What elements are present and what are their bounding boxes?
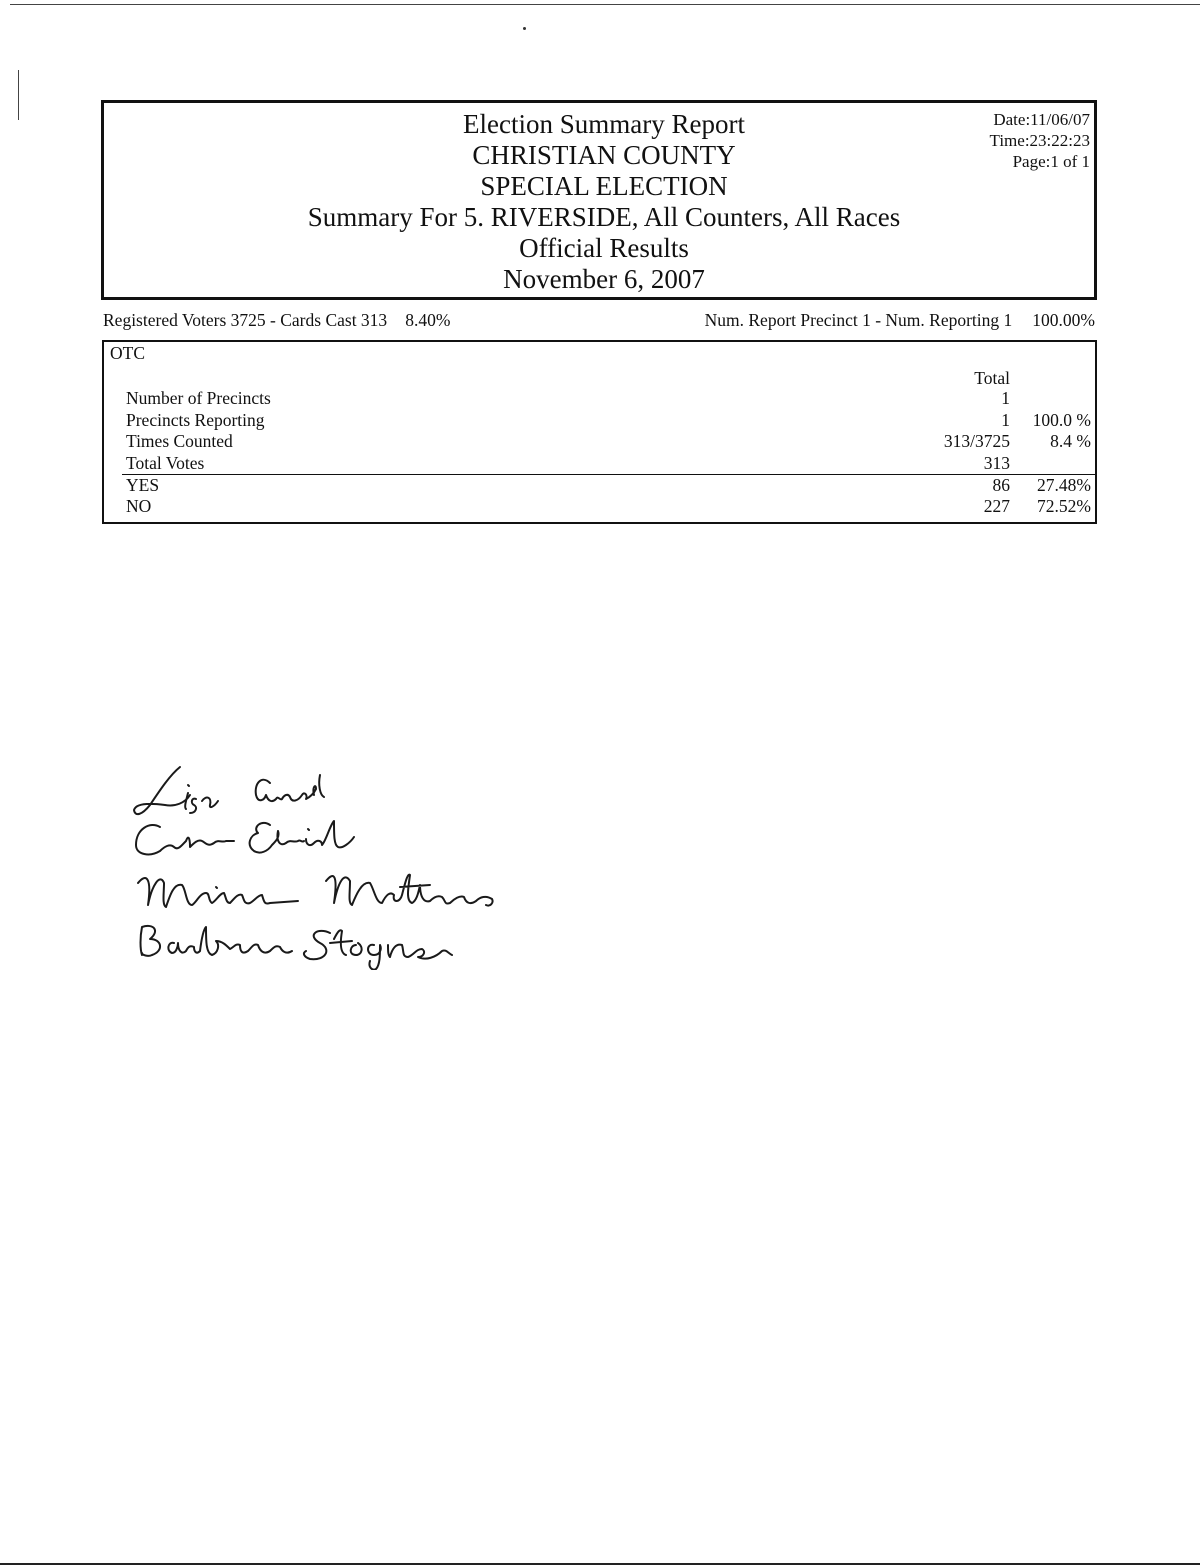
- county-name: CHRISTIAN COUNTY: [472, 140, 736, 170]
- report-title: Election Summary Report: [463, 109, 745, 139]
- report-meta: [990, 109, 1090, 172]
- results-status: Official Results: [519, 233, 689, 263]
- table-row: [104, 431, 1095, 453]
- report-date: Date:11/06/07: [993, 110, 1090, 129]
- choice-percent: 27.48%: [1037, 475, 1091, 495]
- choice-votes: 86: [992, 475, 1010, 495]
- signature-block: [130, 755, 530, 970]
- row-value: 1: [1001, 388, 1010, 408]
- signature-4: [141, 926, 453, 970]
- row-label: Precincts Reporting: [126, 410, 265, 430]
- race-results-table: [102, 340, 1097, 524]
- row-label: Number of Precincts: [126, 388, 271, 408]
- report-title-block: [104, 109, 1104, 295]
- summary-scope: Summary For 5. RIVERSIDE, All Counters, All Races: [307, 202, 901, 232]
- choice-votes: 227: [983, 496, 1010, 516]
- table-row: [104, 388, 1095, 410]
- total-column-header: Total: [974, 368, 1010, 388]
- precinct-reporting-text: Num. Report Precinct 1 - Num. Reporting 1: [704, 310, 1013, 330]
- turnout-percent: 8.40%: [405, 310, 451, 330]
- registered-voters-summary: [103, 310, 450, 331]
- row-label: Times Counted: [126, 431, 233, 451]
- precinct-reporting-percent: 100.00%: [1032, 310, 1095, 330]
- row-value: 1: [1001, 410, 1010, 430]
- signature-1: [134, 767, 324, 814]
- choice-label: NO: [126, 496, 152, 516]
- table-row: [104, 410, 1095, 432]
- choice-row-no: [104, 496, 1095, 518]
- choice-label: YES: [126, 475, 160, 495]
- choice-row-yes: [104, 475, 1095, 497]
- report-page: Page:1 of 1: [1012, 152, 1090, 171]
- precinct-reporting-summary: [705, 310, 1095, 331]
- row-percent: 8.4 %: [1050, 431, 1091, 451]
- choice-percent: 72.52%: [1037, 496, 1091, 516]
- race-name: OTC: [110, 343, 145, 363]
- scan-edge-bottom: [0, 1563, 1200, 1565]
- row-label: Total Votes: [126, 453, 205, 473]
- registered-voters-text: Registered Voters 3725 - Cards Cast 313: [103, 310, 388, 330]
- report-time: Time:23:22:23: [989, 131, 1090, 150]
- election-date: November 6, 2007: [503, 264, 705, 294]
- scan-edge-left: [18, 70, 19, 120]
- scan-edge-top: [10, 4, 1200, 5]
- election-type: SPECIAL ELECTION: [480, 171, 728, 201]
- signature-3: [138, 875, 493, 907]
- scan-speck: [523, 27, 526, 30]
- row-percent: 100.0 %: [1032, 410, 1091, 430]
- table-row: [104, 453, 1095, 475]
- row-value: 313: [983, 453, 1010, 473]
- signature-2: [136, 821, 354, 854]
- row-value: 313/3725: [943, 431, 1010, 451]
- report-header: [101, 100, 1097, 300]
- handwritten-signatures: [130, 755, 530, 970]
